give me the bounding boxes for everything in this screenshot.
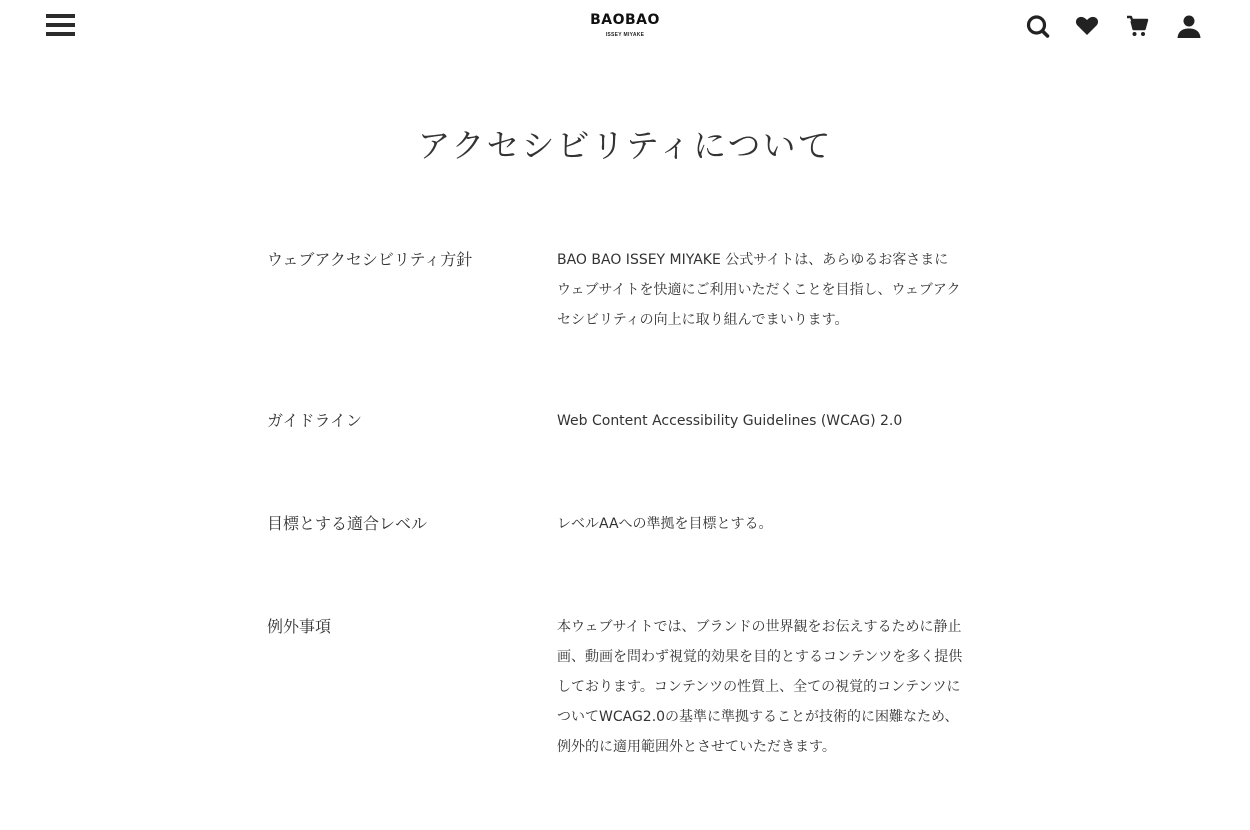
- cart-icon[interactable]: [1124, 12, 1152, 40]
- section-label: 目標とする適合レベル: [267, 514, 428, 533]
- section-body: [557, 406, 997, 436]
- body-line: BAO BAO ISSEY MIYAKE 公式サイトは、あらゆるお客さまに: [557, 252, 949, 268]
- body-line: レベルAAへの準拠を目標とする。: [557, 516, 773, 532]
- logo-sub-text: ISSEY MIYAKE: [605, 32, 645, 38]
- body-line: Web Content Accessibility Guidelines (WCAG) 2.0: [557, 413, 903, 429]
- body-line: 本ウェブサイトでは、ブランドの世界観をお伝えするために静止: [557, 619, 962, 635]
- section-body: [557, 245, 997, 335]
- user-icon[interactable]: [1175, 12, 1203, 40]
- brand-logo[interactable]: [577, 12, 673, 44]
- section-body: [557, 509, 997, 539]
- search-icon[interactable]: [1024, 12, 1052, 40]
- heart-icon[interactable]: [1073, 12, 1101, 40]
- body-line: ついてWCAG2.0の基準に準拠することが技術的に困難なため、: [557, 709, 959, 725]
- section-body: [557, 612, 997, 762]
- logo-main-text: BAOBAO: [590, 12, 660, 28]
- body-line: セシビリティの向上に取り組んでまいります。: [557, 312, 849, 328]
- section-label: 例外事項: [267, 617, 332, 636]
- section-label: ガイドライン: [267, 411, 363, 430]
- section-label: ウェブアクセシビリティ方針: [267, 250, 473, 269]
- body-line: しております。コンテンツの性質上、全ての視覚的コンテンツに: [557, 679, 961, 695]
- body-line: 画、動画を問わず視覚的効果を目的とするコンテンツを多く提供: [557, 649, 963, 665]
- body-line: ウェブサイトを快適にご利用いただくことを目指し、ウェブアク: [557, 282, 961, 298]
- page-title: アクセシビリティについて: [417, 126, 833, 165]
- site-header: [0, 0, 1250, 60]
- body-line: 例外的に適用範囲外とさせていただきます。: [557, 739, 836, 755]
- menu-icon[interactable]: [46, 12, 76, 38]
